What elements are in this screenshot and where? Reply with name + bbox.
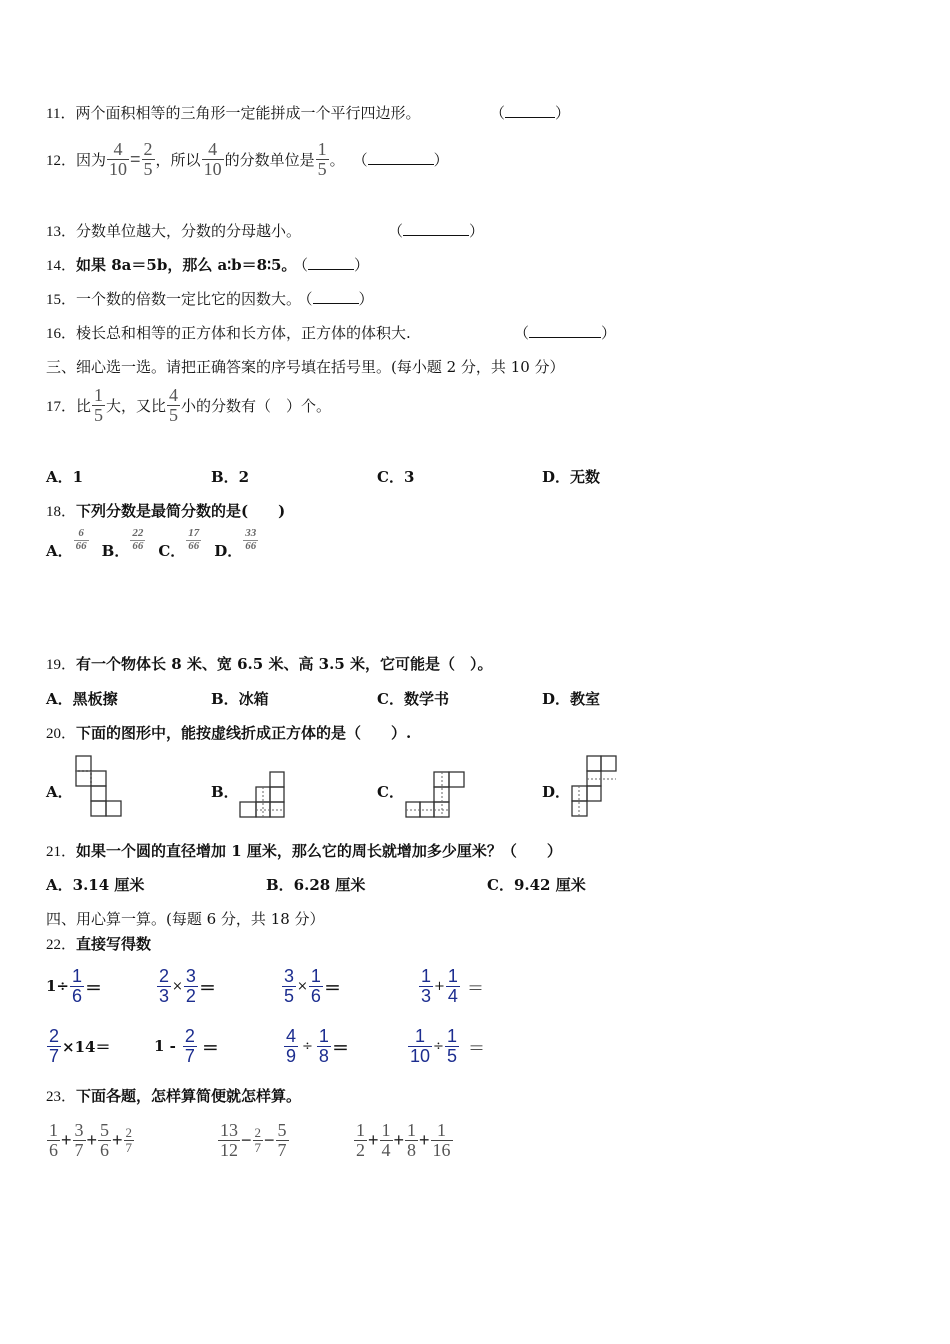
fraction: $\frac{2}{7}$ <box>49 1025 60 1066</box>
question-22 <box>46 933 151 954</box>
question-text: 分数单位越大，分数的分母越小。 <box>76 222 302 240</box>
fraction: $\frac{3}{2}$ <box>185 965 196 1006</box>
question-number: 13． <box>46 224 77 240</box>
question-text: 下列分数是最简分数的是( ) <box>76 502 286 520</box>
fraction: $\frac{1}{2}$ <box>356 1119 365 1160</box>
fraction: $\frac{33}{66}$ <box>245 527 257 552</box>
question-text: 小的分数有（ ）个。 <box>181 396 332 415</box>
question-text: 如果 8a＝5b，那么 a∶b＝8∶5。 <box>76 256 297 274</box>
fraction: $\frac{4}{9}$ <box>286 1025 297 1066</box>
fraction: $\frac{3}{5}$ <box>284 965 295 1006</box>
expression-2: $\frac{13}{12}$ − $\frac{2}{7}$ − $\frac{5}{7}$ <box>220 1119 287 1160</box>
question-19 <box>46 653 492 674</box>
fraction: $\frac{1}{4}$ <box>447 965 458 1006</box>
question-18 <box>46 500 285 521</box>
blank-line[interactable] <box>308 269 354 270</box>
fraction: $\frac{2}{7}$ <box>125 1124 133 1155</box>
question-14 <box>46 254 369 275</box>
option-b[interactable]: B．2 <box>211 468 250 486</box>
question-text: 两个面积相等的三角形一定能拼成一个平行四边形。 <box>75 104 421 122</box>
question-text: 直接写得数 <box>76 935 152 953</box>
fraction: $\frac{1}{3}$ <box>421 965 432 1006</box>
question-text: 比 <box>76 396 92 415</box>
option-a[interactable]: A．1 <box>46 468 84 486</box>
fraction: $\frac{1}{8}$ <box>318 1025 329 1066</box>
answer-blank-12[interactable]: （ ） <box>352 150 449 169</box>
fraction: $\frac{2}{3}$ <box>159 965 170 1006</box>
blank-line[interactable] <box>313 303 359 304</box>
answer-blank-11[interactable] <box>490 102 570 123</box>
option-b-label[interactable]: B． <box>211 783 239 801</box>
option-c[interactable]: C．数学书 <box>377 690 449 708</box>
fraction: $\frac{1}{5}$ <box>94 384 104 425</box>
option-c[interactable]: C．9.42 厘米 <box>487 876 586 894</box>
fraction: $\frac{2}{7}$ <box>184 1025 195 1066</box>
option-a[interactable]: A．黑板擦 <box>46 690 118 708</box>
question-text: 如果一个圆的直径增加 1 厘米，那么它的周长就增加多少厘米？（ ） <box>76 842 562 860</box>
fraction: $\frac{1}{5}$ <box>317 138 327 179</box>
question-text: 。 <box>329 150 345 169</box>
question-17 <box>46 382 331 428</box>
cube-net-c[interactable] <box>404 770 466 820</box>
fraction: $\frac{1}{4}$ <box>381 1119 391 1160</box>
option-b[interactable]: B． $\frac{22}{66}$ <box>101 527 144 561</box>
fraction: $\frac{17}{66}$ <box>188 527 200 552</box>
fraction: $\frac{5}{7}$ <box>277 1119 287 1160</box>
question-text: 下面各题，怎样算简便就怎样算。 <box>76 1087 302 1105</box>
equals-sign: = <box>130 148 141 169</box>
fraction: $\frac{13}{12}$ <box>220 1119 238 1160</box>
blank-line[interactable] <box>505 117 555 118</box>
answer-blank-16[interactable]: （ ） <box>514 324 617 342</box>
calc-r1c1: 1÷ $\frac{1}{6}$ ＝ <box>46 965 103 1006</box>
fraction: $\frac{4}{10}$ <box>203 138 222 179</box>
option-d-label[interactable]: D． <box>542 783 571 801</box>
question-11 <box>46 102 420 123</box>
blank-line[interactable] <box>368 164 434 165</box>
question-number: 14． <box>46 258 77 274</box>
option-d[interactable]: D．无数 <box>542 468 601 486</box>
expression-3: $\frac{1}{2}$ + $\frac{1}{4}$ + $\frac{1}{8}$ + $\frac{1}{16}$ <box>356 1119 451 1160</box>
fraction: $\frac{3}{7}$ <box>74 1119 84 1160</box>
fraction: $\frac{4}{10}$ <box>109 138 128 179</box>
option-d[interactable]: D． $\frac{33}{66}$ <box>214 527 257 561</box>
fraction: $\frac{22}{66}$ <box>132 527 144 552</box>
answer-blank-13[interactable]: （ ） <box>388 222 485 240</box>
question-number: 21． <box>46 844 77 860</box>
section-heading-3: 三、细心选一选。请把正确答案的序号填在括号里。(每小题 2 分，共 10 分） <box>46 358 565 376</box>
calc-r1c4: $\frac{1}{3}$ + $\frac{1}{4}$ ＝ <box>421 965 484 1006</box>
question-text: 大，又比 <box>106 396 167 415</box>
question-text: 因为 <box>76 150 107 169</box>
answer-blank-14[interactable]: （ ） <box>300 256 369 274</box>
cube-net-b[interactable] <box>238 770 286 820</box>
question-number: 18． <box>46 504 77 520</box>
option-c-label[interactable]: C． <box>377 783 404 801</box>
question-number: 22． <box>46 937 77 953</box>
fraction: $\frac{2}{5}$ <box>143 138 153 179</box>
option-a-label[interactable]: A． <box>46 783 73 801</box>
question-18-options <box>46 527 259 564</box>
question-number: 12． <box>46 152 77 169</box>
question-number: 15． <box>46 292 77 308</box>
fraction: $\frac{2}{7}$ <box>254 1124 262 1155</box>
paren-left: （ <box>490 104 506 122</box>
question-12 <box>46 136 449 182</box>
fraction: $\frac{1}{6}$ <box>310 965 321 1006</box>
fraction: $\frac{1}{5}$ <box>446 1025 457 1066</box>
question-23 <box>46 1085 301 1106</box>
question-number: 11． <box>46 106 76 122</box>
question-20 <box>46 722 411 743</box>
paren-right: ） <box>555 104 571 122</box>
answer-blank-15[interactable]: （ ） <box>305 290 374 308</box>
question-16 <box>46 322 411 343</box>
question-13 <box>46 220 301 241</box>
calc-r1c3: $\frac{3}{5}$ × $\frac{1}{6}$ ＝ <box>284 965 341 1006</box>
calc-r2c2: 1 - $\frac{2}{7}$ ＝ <box>154 1025 219 1066</box>
question-text: 一个数的倍数一定比它的因数大。 <box>76 290 302 308</box>
fraction: $\frac{6}{66}$ <box>75 527 87 552</box>
fraction: $\frac{4}{5}$ <box>169 384 179 425</box>
question-number: 16． <box>46 326 77 342</box>
calc-r2c4: $\frac{1}{10}$ ÷ $\frac{1}{5}$ ＝ <box>410 1025 485 1066</box>
question-number: 17． <box>46 398 77 415</box>
option-d[interactable]: D．教室 <box>542 690 601 708</box>
question-21 <box>46 840 562 861</box>
calc-r1c2: $\frac{2}{3}$ × $\frac{3}{2}$ ＝ <box>159 965 216 1006</box>
option-b[interactable]: B．6.28 厘米 <box>266 876 366 894</box>
expression-1: $\frac{1}{6}$ + $\frac{3}{7}$ + $\frac{5}{6}$ + $\frac{2}{7}$ <box>49 1119 133 1160</box>
fraction: $\frac{1}{6}$ <box>72 965 83 1006</box>
question-text: 有一个物体长 8 米、宽 6.5 米、高 3.5 米，它可能是（ ）。 <box>76 655 493 673</box>
option-a[interactable]: A． $\frac{6}{66}$ <box>46 527 87 561</box>
option-a[interactable]: A．3.14 厘米 <box>46 876 145 894</box>
fraction: $\frac{1}{10}$ <box>410 1025 431 1066</box>
question-15 <box>46 288 374 309</box>
blank-line[interactable] <box>403 235 469 236</box>
option-c[interactable]: C．3 <box>377 468 415 486</box>
cube-net-a[interactable] <box>74 754 122 820</box>
question-text: 的分数单位是 <box>224 150 315 169</box>
fraction: $\frac{1}{8}$ <box>407 1119 417 1160</box>
question-text: 下面的图形中，能按虚线折成正方体的是（ ）. <box>76 724 412 742</box>
question-text: ，所以 <box>155 150 201 169</box>
calc-r2c3: $\frac{4}{9}$ ÷ $\frac{1}{8}$ ＝ <box>286 1025 349 1066</box>
fraction: $\frac{1}{16}$ <box>432 1119 451 1160</box>
blank-line[interactable] <box>529 337 601 338</box>
option-b[interactable]: B．冰箱 <box>211 690 269 708</box>
question-number: 19． <box>46 657 77 673</box>
calc-r2c1: $\frac{2}{7}$ ×14＝ <box>49 1025 111 1066</box>
question-number: 20． <box>46 726 77 742</box>
section-heading-4: 四、用心算一算。(每题 6 分，共 18 分） <box>46 910 325 928</box>
question-text: 棱长总和相等的正方体和长方体，正方体的体积大. <box>76 324 411 342</box>
fraction: $\frac{5}{6}$ <box>100 1119 110 1160</box>
option-c[interactable]: C． $\frac{17}{66}$ <box>158 527 200 561</box>
cube-net-d[interactable] <box>570 754 618 820</box>
fraction: $\frac{1}{6}$ <box>49 1119 58 1160</box>
question-number: 23． <box>46 1089 77 1105</box>
